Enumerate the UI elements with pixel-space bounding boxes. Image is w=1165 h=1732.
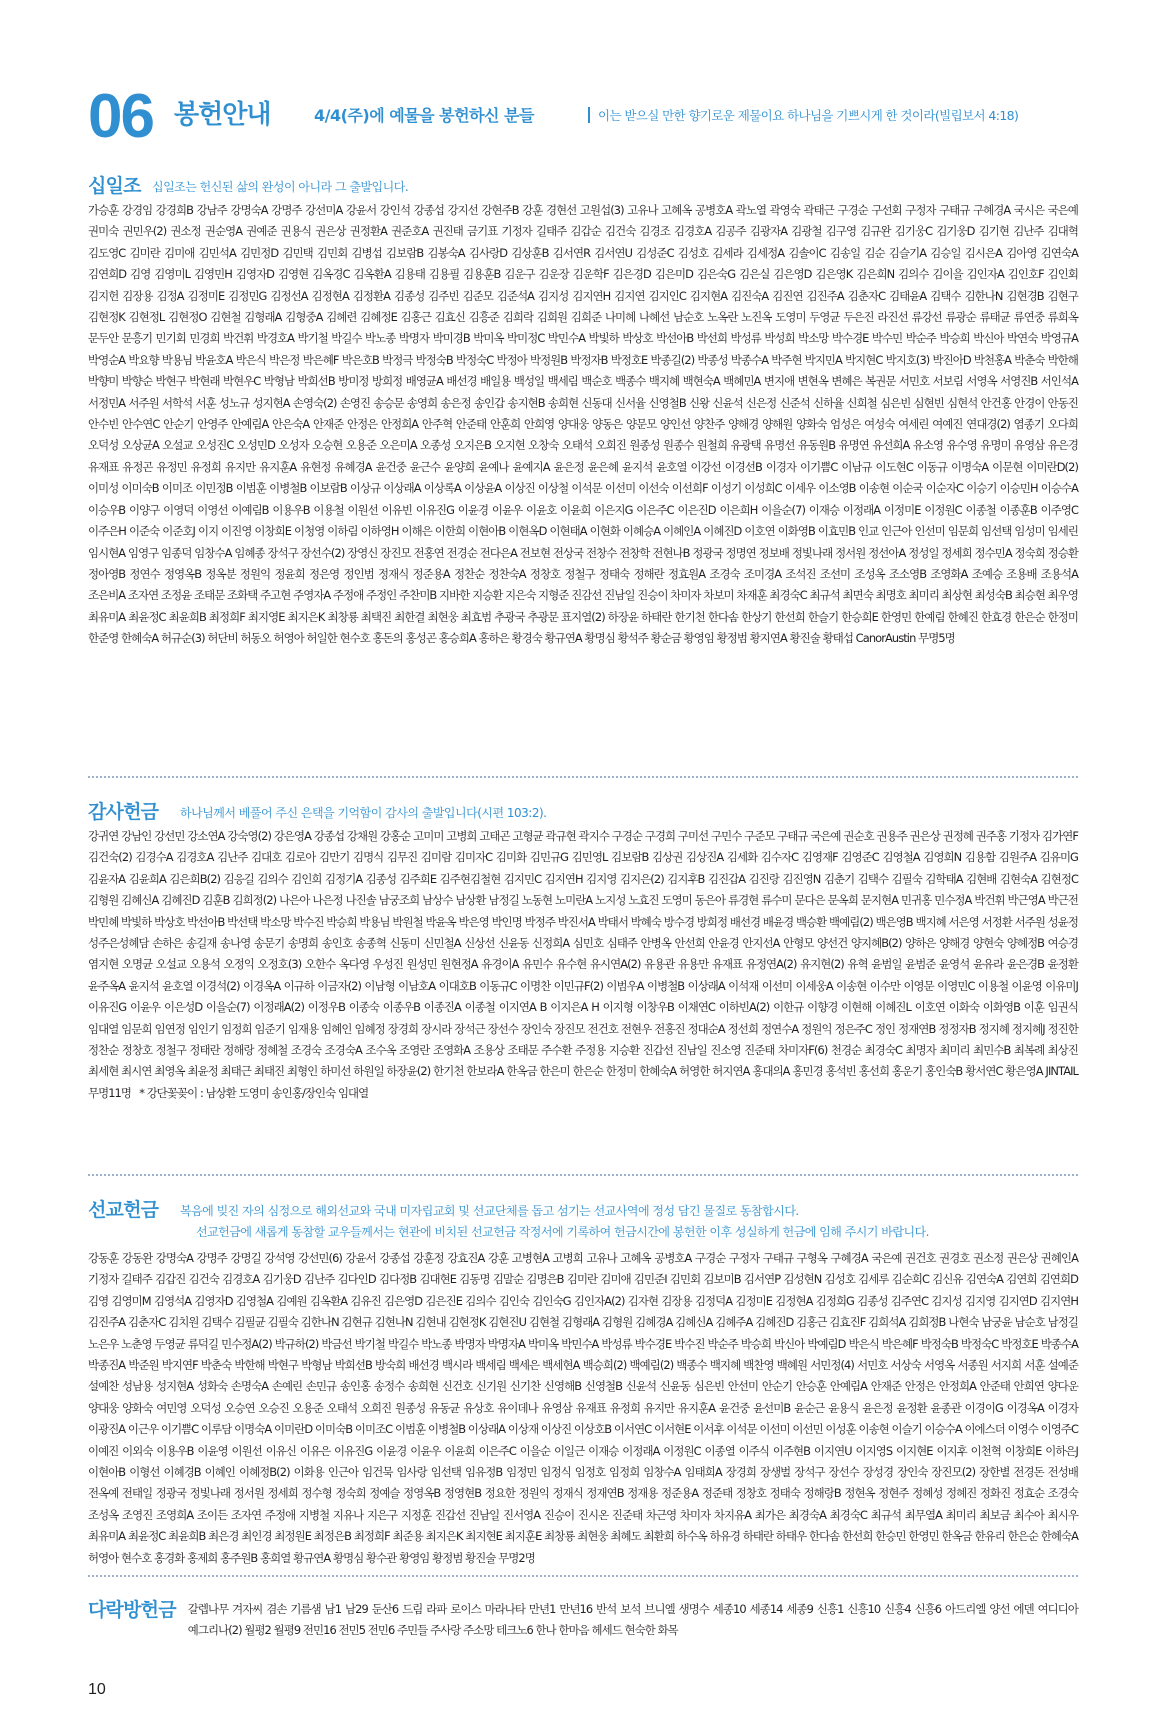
tithe-description: 십일조는 헌신된 삶의 완성이 아니라 그 출발입니다. <box>152 180 409 194</box>
cell-group-section <box>88 1598 1078 1642</box>
mission-section <box>88 1198 1078 1569</box>
section-divider <box>88 776 1078 778</box>
tithe-header <box>88 174 1078 200</box>
mission-names: 강동훈 강동완 강명숙A 강명주 강명길 강석영 강선민(6) 강윤서 강종섭 강훈정 강효진A 강훈 고병현A 고병희 고유나 고혜옥 공병호A 구경순 구정자 구태규 구형옥 구혜경A 국은예 권건호 권경호 권소정 권은상 권혜인A 기정자 길태주 김갑진 김건숙 김경호A 김기웅D 김난주 김다인D 김다정B 김대현E 김동명 김말순 김명은B 김미란 김미애 김민준I 김민회 김보미B 김서연P 김성현N 김성호 김세루 김순희C 김신유 김연숙A 김연희 김연희D 김영 김영미M 김영석A 김영자D 김영철A 김예원 김옥환A 김유진 김은영D 김은진E 김의수 김인숙 김인숙G 김인자A(2) 김자현 김장용 김정덕A 김정미E 김정현A 김정희G 김종성 김주연C 김지성 김지영 김지연D 김지연H 김진주A 김춘자C 김치원 김택수 김필균 김필숙 김한나N 김현규 김현나N 김현내 김현정K 김현진U 김현철 김형래A 김형원 김혜경A 김혜신A 김혜주A 김혜진D 김홍근 김효진F 김희석A 김희정B 나현숙 남궁윤 남순호 남정길 노은우 노춘영 두영균 류덕길 민수정A(2) 박규하(2) 박금선 박기철 박길수 박노종 박명자 박명자A 박미옥 박민수A 박성류 박수경E 박수진 박순주 박승희 박신아 박예림D 박은식 박은혜F 박정숙B 박정숙C 박정호E 박종수A 박종진A 박준원 박지연F 박춘숙 박한해 박현구 박형남 박희선B 방숙희 배선경 백시라 백세림 백세은 백세현A 백승희(2) 백예림(2) 백종수 백지혜 백찬영 백혜원 서민정(4) 서민호 서상숙 서영옥 서종원 서지희 서훈 설예준 설예찬 성남용 성지현A 성화숙 손명숙A 손예린 손민규 송인홍 송정수 송희현 신건호 신기원 신기찬 신영해B 신영철B 신윤석 신윤동 심은빈 안선미 안순기 안승훈 안예림A 안재준 안정은 안정희A 안준태 안희연 양다운 양대웅 양화숙 여민영 오덕성 오승연 오승진 오용준 오태석 오희진 원종성 유동균 유상호 유이데나 유영삼 유재표 유정희 유지만 유지훈A 윤건중 윤선미B 윤순근 윤용식 윤은정 윤정환 윤종관 이경이G 이경옥A 이경자 이광진A 이근우 이기쁨C 이루담 이명숙A 이미란D 이미숙B 이미조C 이범훈 이병철B 이상래A 이상재 이상진 이상호B 이서연C 이서현E 이서후 이석문 이선미 이선민 이성훈 이송현 이슬기 이승수A 이에스더 이영수 이영주C 이예진 이외숙 이용우B 이윤영 이원선 이유신 이유은 이유진G 이윤경 이윤우 이윤희 이은주C 이을순 이일근 이재승 이정래A 이정원C 이종열 이주식 이주현B 이지연U 이지영S 이지현E 이지후 이천혁 이창희E 이하은J 이현아B 이형선 이혜경B 이혜인 이혜정B(2) 이화용 인근아 임건묵 임사랑 임선택 임유정B 임정민 임정식 임정호 임정희 임창수A 임태희A 장경희 장생벌 장석구 장선수 장성경 장인숙 장진모(2) 장한별 전경돈 전성배 전옥예 전태일 정광국 정빛나래 정서원 정세희 정수형 정숙희 정예슬 정영옥B 정영현B 정요한 정원익 정재식 정재연B 정재용 정준용A 정준태 정창호 정태숙 정해랑B 정현옥 정현주 정혜성 정혜진 정화진 정효순 조경숙 조성옥 조영진 조영희A 조이든 조자연 주정애 지병철 지유나 지은구 지정훈 진갑선 진남일 진서영A 진승이 진시온 진준태 차근영 차미자 차지유A 최가은 최경숙A 최경숙C 최규석 최무열A 최미리 최보금 최수아 최시우 최유미A 최윤정C 최윤희B 최은경 최인경 최정원E 최정은B 최정희F 최준용 최지은K 최지현E 최지훈E 최창룡 최현웅 최혜도 최환희 하수옥 하유경 하태란 하태우 한다솜 한선희 한승민 한영민 한옥금 한유리 한은순 한혜숙A 허영아 현수호 홍경화 홍제희 홍주원B 홍희열 황규연A 황명심 황수관 황영임 황정범 황진술 무명2명 <box>88 1251 1078 1565</box>
mission-description-2: 선교헌금에 새롭게 동참할 교우들께서는 현관에 비치된 선교헌금 작정서에 기록하여 헌금시간에 봉헌한 이후 성실하게 헌금에 임해 주시기 바랍니다. <box>196 1225 929 1239</box>
thanks-names-text: 강귀연 강남인 강선민 강소연A 강숙영(2) 강은영A 강종섭 강채원 강홍순 고미미 고병희 고태곤 고형균 곽규현 곽지수 구경순 구경희 구미선 구민수 구준모 구태규 국은예 권순호 권용주 권은상 권정혜 권주홍 기정자 김가연F 김건숙(2) 김경수A 김경호A 김난주 김대호 김로아 김만기 김명식 김무진 김미람 김미자C 김미화 김민규G 김민영L 김보람B 김상권 김상진A 김세화 김수자C 김영재F 김영준C 김영철A 김영희N 김용함 김원주A 김유미G 김윤자A 김윤희A 김은희B(2) 김응길 김의수 김인희 김정기A 김종성 김주희E 김주현김철현 김지민C 김지연H 김지영 김지은(2) 김지후B 김진갑A 김진랑 김진영N 김춘기 김택수 김필숙 김학태A 김현배 김현숙A 김현정C 김형원 김혜신A 김혜진D 김훈B 김희정(2) 나은아 나은정 나진솔 남궁조희 남상수 남상환 남정길 노동현 노미란A 노지성 노효진 도영미 동은아 류경현 류수미 문다은 문옥희 문지현A 민귀홍 민수정A 박건휘 박근영A 박근전 박민혜 박빛하 박상호 박선아B 박선택 박소망 박수진 박승희 박용님 박원철 박윤옥 박은영 박인명 박정주 박진서A 박태서 박혜숙 방수경 방희정 배선경 배윤경 백승환 백예림(2) 백은영B 백지혜 서은영 서정환 서주원 성윤정 성주은성혜담 손하은 송길재 송나영 송문기 송명희 송인호 송종혁 신동미 신민철A 신상선 신윤동 신정희A 심민호 심태주 안병옥 안선희 안윤경 안지선A 안형모 양선건 양지혜B(2) 양하은 양해경 양현숙 양혜정B 여승경 염지현 오명균 오설교 오용석 오정익 오정호(3) 오한수 옥다영 우성진 원성민 원현정A 유경이A 유민수 유수현 유시연A(2) 유용관 유용만 유재표 유정연A(2) 유지현(2) 유혁 윤범일 윤범준 윤영석 윤유라 윤은경B 윤정환 윤주옥A 윤지석 윤호열 이경석(2) 이경옥A 이규하 이금자(2) 이남형 이남호A 이대호B 이동규C 이명찬 이민규F(2) 이범우A 이병철B 이상래A 이석재 이선미 이세웅A 이송현 이수만 이영문 이영민C 이용철 이윤영 이유미J 이유진G 이윤우 이은성D 이을순(7) 이정래A(2) 이정우B 이종숙 이종우B 이종진A 이종철 이지연A B 이지은A H 이지형 이창우B 이채연C 이하빈A(2) 이한규 이향경 이현해 이혜진L 이호연 이화숙 이화영B 이훈 임권식 임대열 임문희 임연정 임인기 임정희 임준기 임재용 임혜인 임혜정 장경희 장시라 장석근 장선수 장인숙 장진모 전건호 전현우 전홍진 정대순A 정선희 정연수A 정원익 정은주C 정인 정재연B 정정자B 정지혜 정지혜J 정진한 정찬순 정창호 정철구 정태란 정해랑 정혜철 조경숙 조경숙A 조수옥 조영란 조영화A 조용상 조태문 주수환 주정용 지승환 진갑선 진남일 진소영 진준태 차미자F(6) 천경순 최경숙C 최명자 최미리 최민수B 최복례 최상진 최세현 최시연 최영옥 최윤정 최태근 최태진 최형인 하미선 하원일 하장윤(2) 한기천 한보라A 한옥금 한은미 한은순 한정미 한혜숙A 허영한 허지연A 홍대의A 홍민경 홍석빈 홍선희 홍운기 홍인숙B 황서연C 황은영A JINTAIL 무명11명 <box>88 829 1078 1100</box>
page-number: 10 <box>88 1681 106 1698</box>
header-verse: 이는 받으실 만한 향기로운 제물이요 하나님을 기쁘시게 한 것이라(빌립보서 4:18) <box>598 108 1019 123</box>
altar-flower-note: * 강단꽃꽂이 : 남상환 도영미 송인홍/장인숙 임대열 <box>139 1085 369 1100</box>
thanks-description: 하나님께서 베풀어 주신 은택을 기억함이 감사의 출발입니다(시편 103:2). <box>180 806 547 820</box>
cell-group-title: 다락방헌금 <box>88 1599 176 1621</box>
cell-group-row <box>88 1598 1078 1642</box>
section-number: 06 <box>88 82 153 151</box>
page-title: 봉헌안내 <box>174 100 271 130</box>
tithe-names: 가승훈 강경임 강경희B 강남주 강명숙A 강명주 강선미A 강윤서 강인석 강종섭 강지선 강현주B 강훈 경현선 고원섭(3) 고유나 고혜옥 공병호A 곽노열 곽영숙 곽태근 구경순 구선회 구정자 구태규 구혜경A 국시은 국은예 권미숙 권민우(2) 권소정 권순영A 권예준 권용식 권은상 권정환A 권준호A 권진태 금기표 기정자 길태주 김갑순 김건숙 김경조 김경호A 김공주 김광자A 김광철 김구영 김규완 김기웅C 김기웅D 김기현 김난주 김대혁 김도영C 김미란 김미애 김민석A 김민정D 김민택 김민회 김병섭 김보람B 김봉숙A 김사랑D 김상훈B 김서연R 김서연U 김성준C 김성호 김세라 김세정A 김솔이C 김송일 김순 김슬기A 김승일 김시은A 김아영 김연숙A 김연희D 김영 김영미L 김영민H 김영자D 김영현 김옥경C 김옥환A 김용태 김용필 김용훈B 김운구 김운장 김운학F 김은경D 김은미D 김은숙G 김은실 김은영D 김은영K 김은희N 김의수 김이을 김인자A 김인호F 김인회 김지헌 김장용 김정A 김정미E 김정민G 김정선A 김정현A 김정환A 김종성 김주빈 김준모 김준석A 김지성 김지연H 김지연 김지인C 김지현A 김진숙A 김진연 김진주A 김춘자C 김태윤A 김택수 김한나N 김현경B 김현구 김현정K 김현정L 김현정O 김현철 김형래A 김형중A 김혜련 김혜정E 김홍근 김효신 김흥준 김희락 김희원 김희준 나미혜 나혜선 남순호 노옥란 노진옥 도영미 두영균 두은진 라진선 류강선 류광순 류태균 류연중 류희옥 문두안 문흥기 민기회 민경희 박건휘 박경호A 박기철 박길수 박노종 박명자 박미경B 박미옥 박미정C 박민수A 박빛하 박상호 박선아B 박선희 박성류 박성희 박소망 박수경E 박수민 박순주 박승희 박신아 박연숙 박영규A 박영순A 박요향 박용님 박윤호A 박은식 박은정 박은혜F 박은호B 박정극 박정숙B 박정숙C 박정아 박정원B 박정자B 박정호E 박종길(2) 박종성 박종수A 박주현 박지민A 박지현C 박지호(3) 박진아D 박천홍A 박춘숙 박한해 박향미 박향순 박현구 박현래 박현우C 박형남 박희선B 방미정 방희정 배영균A 배선경 배일용 백성일 백세림 백순호 백종수 백지혜 백현숙A 백혜민A 변지애 변현옥 변혜은 복권문 서민호 서보림 서영옥 서영진B 서인석A 서정민A 서주원 서학석 서훈 성노규 성지현A 손영숙(2) 손영진 송승문 송영희 송은정 송인갑 송지현B 송희현 신동대 신서율 신영철B 신왕 신윤석 신은정 신준석 신하율 신희철 심은빈 심현빈 심현석 안건홍 안경이 안동진 안수빈 안수연C 안순기 안영주 안예림A 안은숙A 안재준 안정은 안정희A 안주혁 안준태 안훈희 안희영 양대웅 양동은 양문모 양인선 양찬주 양해경 양해원 양화숙 엄성은 여성숙 여세린 여예진 연대경(2) 염종기 오다희 오덕성 오상균A 오설교 오성진C 오성민D 오성자 오승현 오용준 오은미A 오종성 오지은B 오지현 오창숙 오태석 오희진 원종성 원종수 원철희 유광택 유명선 유동원B 유명연 유선희A 유소영 유수영 유명미 유영삼 유은경 유재표 유정곤 유정민 유정희 유지만 유지훈A 유현정 유혜경A 윤건중 윤근수 윤양희 윤예나 윤예지A 윤은정 윤은혜 윤지석 윤호열 이강선 이경선B 이경자 이기쁨C 이남규 이도현C 이동규 이명숙A 이문현 이미란D(2) 이미성 이미숙B 이미조 이민정B 이범훈 이병철B 이보람B 이상규 이상래A 이상록A 이상윤A 이상진 이상철 이석문 이선미 이선숙 이선희F 이성기 이성희C 이세우 이소영B 이송현 이순국 이순자C 이승기 이승민H 이승수A 이승우B 이양구 이영덕 이영선 이예림B 이용우B 이용철 이원선 이유빈 이유진G 이윤경 이윤우 이윤호 이윤희 이은지G 이은주C 이은진D 이은희H 이을순(7) 이재승 이정래A 이정미E 이정원C 이종철 이종훈B 이주영C 이주은H 이준숙 이준호J 이지 이진영 이창희E 이청영 이하림 이하영H 이해은 이한희 이현아B 이현옥D 이현태A 이현화 이혜승A 이혜인A 이혜진D 이호연 이화영B 이효민B 인교 인근아 인선미 임문희 임선택 임성미 임세린 임시현A 임영구 임종덕 임창수A 임혜종 장석구 장선수(2) 장영신 장진모 전홍연 전경순 전다은A 전보현 전상국 전창수 전창학 전현나B 정광국 정명연 정보배 정빛나래 정서원 정선아A 정성일 정세희 정수민A 정숙희 정승환 정아영B 정연수 정영옥B 정옥분 정원익 정윤희 정은영 정인범 정재식 정준용A 정찬순 정찬숙A 정창호 정철구 정태숙 정해란 정효원A 조경숙 조미경A 조석진 조선미 조성옥 조소영B 조영화A 조예승 조용배 조용석A 조은비A 조자연 조정윤 조태문 조화택 주고현 주영자A 주정애 주정인 주찬미B 지바한 지승환 지은숙 지형준 진감선 진남일 진승이 차미자 차보미 차재훈 최경숙C 최규석 최면숙 최명호 최미리 최상현 최성숙B 최승현 최우영 최유미A 최윤정C 최윤희B 최정희F 최지영E 최지은K 최창룡 최택진 최한결 최현웅 최효범 추광국 추광문 표지열(2) 하장윤 하태란 한기천 한다솜 한상기 한선희 한슬기 한승희E 한영민 한예림 한혜진 한효경 한은순 한정미 한준영 한혜숙A 허규순(3) 허단비 허동오 허영아 허일한 현수호 홍돈의 홍성곤 홍승희A 홍하은 황경숙 황규연A 황명심 황석주 황순금 황영임 황정범 황지연A 황진술 황태섭 CanorAustin 무명5명 <box>88 203 1079 646</box>
mission-title: 선교헌금 <box>88 1199 159 1221</box>
mission-header <box>88 1198 1078 1224</box>
thanks-title: 감사헌금 <box>88 801 159 823</box>
section-divider <box>88 1575 1078 1577</box>
tithe-section <box>88 174 1078 650</box>
page-subtitle: 4/4(주)에 예물을 봉헌하신 분들 <box>314 106 534 125</box>
thanks-names <box>88 826 1078 1104</box>
section-divider <box>88 1174 1078 1176</box>
cell-group-names: 갈렙나무 겨자씨 겸손 기름샘 남1 남29 둔산6 드림 라파 로이스 마라나타 만년1 만년16 반석 보석 브니엘 생명수 세종10 세종14 세종9 신흥1 신흥10 신흥4 신흥6 아드리엘 양선 에덴 여디디아 예그리나(2) 월평2 월평9 전민16 전민5 전민6 주민들 주사랑 주소망 테크노6 한나 한마음 헤세드 현숙한 화목 <box>187 1602 1078 1638</box>
mission-description: 복음에 빚진 자의 심정으로 해외선교와 국내 미자립교회 및 선교단체를 돕고 섬기는 선교사역에 정성 담긴 물질로 동참합시다. <box>180 1204 799 1218</box>
tithe-title: 십일조 <box>88 175 141 197</box>
header-separator <box>588 107 590 123</box>
thanks-section <box>88 800 1078 1104</box>
thanks-header <box>88 800 1078 826</box>
page-header <box>88 84 1078 154</box>
